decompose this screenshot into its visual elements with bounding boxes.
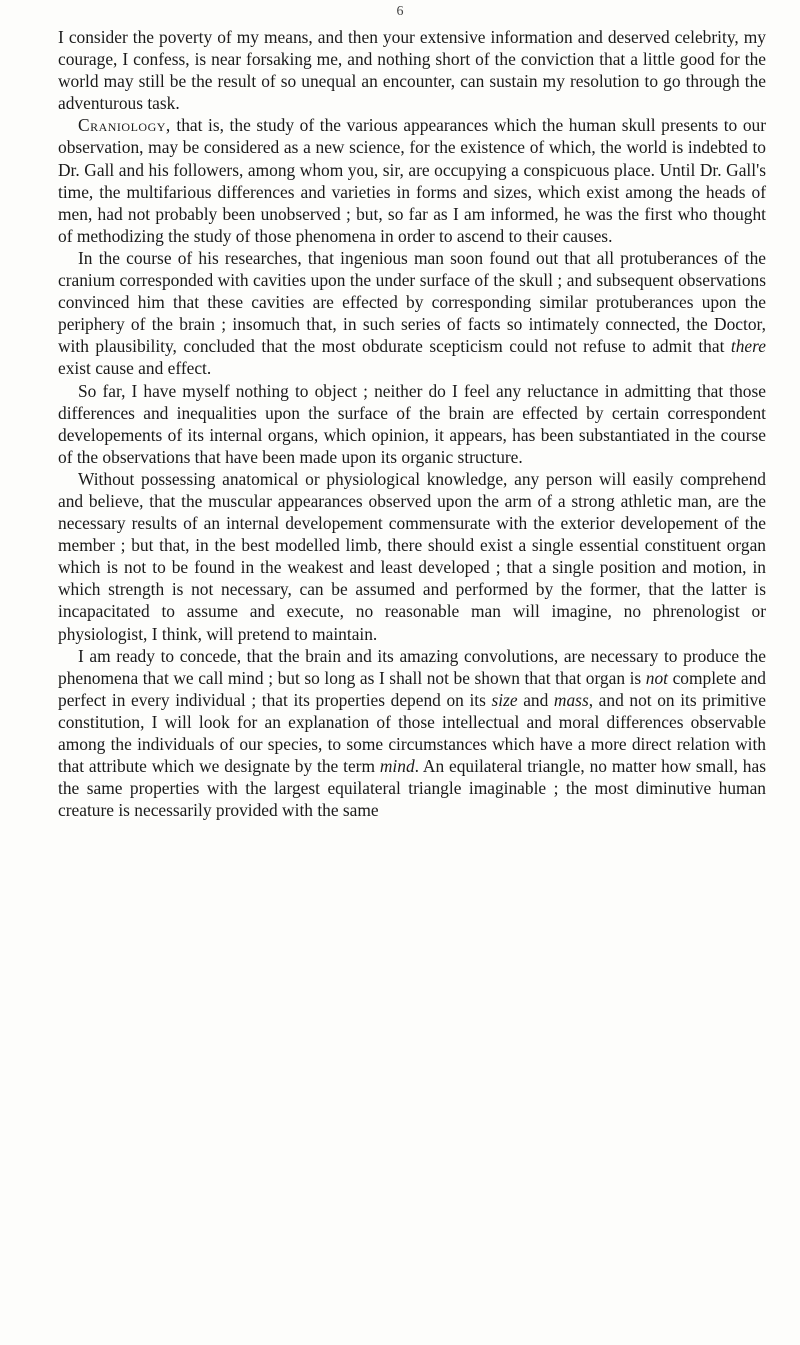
body-text	[58, 26, 766, 821]
paragraph-3-emphasis: there	[730, 336, 766, 357]
paragraph-2-lead: Craniology,	[78, 115, 171, 136]
paragraph-6-after-2: , and not on its primitive constitution, I will look for an explanation of those intellectual and moral differences observable among the individuals of our species, to some circumstances which have a more direct relation with that attribute which we designate by the term	[58, 689, 766, 777]
paragraph-3	[58, 247, 766, 380]
paragraph-6-after-3: . An equilateral triangle, no matter how small, has the same properties with the largest equilateral triangle imaginable ; the most diminutive human creature is necessarily provided with the same	[58, 756, 766, 821]
paragraph-3-after: exist cause and effect.	[58, 358, 212, 379]
paragraph-6-emphasis-size: size	[491, 689, 518, 710]
paragraph-6-emphasis-mass: mass	[553, 689, 589, 710]
paragraph-4	[58, 380, 766, 468]
paragraph-6-text: I am ready to concede, that the brain and its amazing convolutions, are necessary to produce the phenomena that we call mind ; but so long as I shall not be shown that that organ is	[58, 645, 766, 688]
page-number: 6	[396, 4, 404, 19]
paragraph-3-text: In the course of his researches, that ingenious man soon found out that all protuberances of the cranium corresponded with cavities upon the under surface of the skull ; and subsequent observations convinced him that these cavities are effected by corresponding similar protuberances upon the periphery of the brain ; insomuch that, in such series of facts so intimately connected, the Doctor, with plausibility, concluded that the most obdurate scepticism could not refuse to admit that	[58, 247, 766, 357]
paragraph-2-text: that is, the study of the various appearances which the human skull presents to our observation, may be considered as a new science, for the existence of which, the world is indebted to Dr. Gall and his followers, among whom you, sir, are occupying a conspicuous place. Until Dr. Gall's time, the multifarious differences and varieties in forms and sizes, which exist among the heads of men, had not probably been unobserved ; but, so far as I am informed, he was the first who thought of methodizing the study of those phenomena in order to ascend to their causes.	[58, 115, 766, 246]
paragraph-6-emphasis-mind: mind	[379, 756, 415, 777]
paragraph-6-mid: and	[517, 689, 554, 710]
paragraph-1	[58, 26, 766, 114]
paragraph-6	[58, 645, 766, 822]
paragraph-5	[58, 468, 766, 645]
paragraph-1-text: I consider the poverty of my means, and then your extensive information and deserved celebrity, my courage, I confess, is near forsaking me, and nothing short of the conviction that a little good for the world may still be the result of so unequal an encounter, can sustain my resolution to go through the adventurous task.	[58, 27, 766, 114]
paragraph-5-text: Without possessing anatomical or physiological knowledge, any person will easily comprehend and believe, that the muscular appearances observed upon the arm of a strong athletic man, are the necessary results of an internal developement commensurate with the exterior developement of the member ; but that, in the best modelled limb, there should exist a single essential constituent organ which is not to be found in the weakest and least developed ; that a single position and motion, in which strength is not necessary, can be assumed and performed by the former, that the latter is incapacitated to assume and execute, no reasonable man will imagine, no phrenologist or physiologist, I think, will pretend to maintain.	[58, 468, 766, 644]
paragraph-4-text: So far, I have myself nothing to object ; neither do I feel any reluctance in admitting that those differences and inequalities upon the surface of the brain are effected by certain correspondent developements of its internal organs, which opinion, it appears, has been substantiated in the course of the observations that have been made upon its organic structure.	[58, 380, 766, 467]
paragraph-6-emphasis-not: not	[645, 667, 669, 688]
paragraph-6-after: complete and perfect in every individual ; that its properties depend on its	[58, 667, 766, 710]
paragraph-2	[58, 114, 766, 247]
